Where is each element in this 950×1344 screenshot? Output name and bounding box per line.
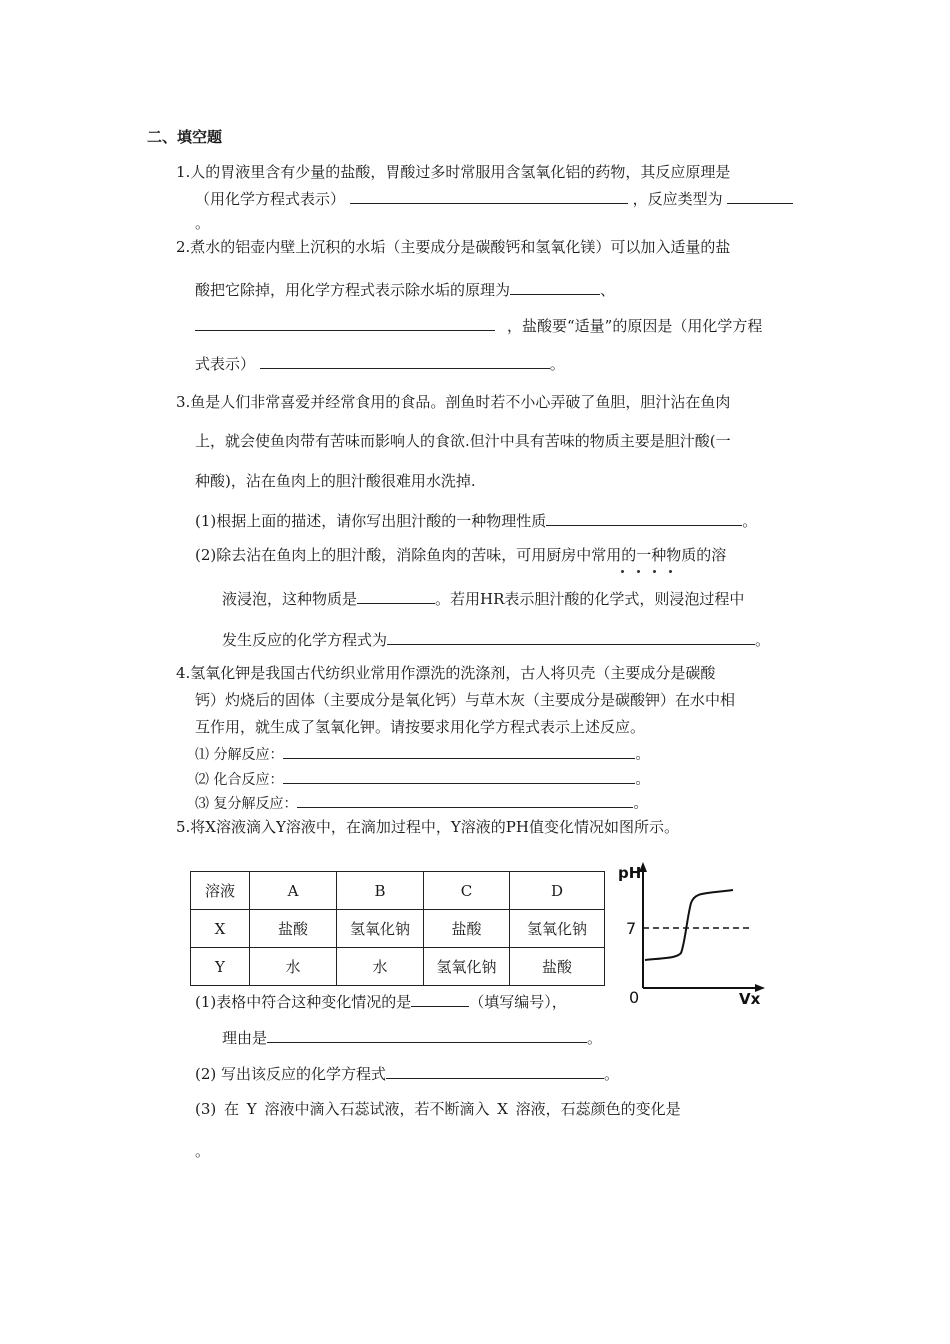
table-cell: 水 bbox=[250, 948, 337, 986]
table-cell: 氢氧化钠 bbox=[337, 910, 424, 948]
table-cell: 盐酸 bbox=[250, 910, 337, 948]
q2-line4 bbox=[195, 354, 565, 373]
q4-line1: 4.氢氧化钾是我国古代纺织业常用作漂洗的洗涤剂，古人将贝壳（主要成分是碳酸 bbox=[176, 664, 716, 682]
q1-line2-text: （用化学方程式表示） bbox=[195, 190, 346, 208]
q5-sub2-end: 。 bbox=[604, 1065, 620, 1083]
table-cell: 氢氧化钠 bbox=[510, 910, 605, 948]
q3-blank-property[interactable] bbox=[546, 511, 742, 526]
q3-sub2-line3-text: 发生反应的化学方程式为 bbox=[222, 631, 388, 649]
q3-blank-equation[interactable] bbox=[387, 630, 755, 645]
q4-sub3 bbox=[195, 793, 647, 813]
q4-sub3-end: 。 bbox=[633, 796, 648, 812]
q5-blank-answer[interactable] bbox=[411, 992, 469, 1007]
q5-blank-equation[interactable] bbox=[386, 1064, 604, 1079]
x-axis-label: Vx bbox=[739, 990, 761, 1006]
q3-sub2-line2 bbox=[222, 589, 744, 608]
table-cell: 氢氧化钠 bbox=[424, 948, 510, 986]
q4-blank-double-replacement[interactable] bbox=[297, 793, 633, 808]
q3-line3: 种酸)，沾在鱼肉上的胆汁酸很难用水洗掉. bbox=[195, 472, 476, 490]
q2-line2 bbox=[195, 280, 615, 299]
q4-sub1 bbox=[195, 744, 649, 764]
q3-sub2-line3 bbox=[222, 630, 770, 649]
q5-line1: 5.将X溶液滴入Y溶液中，在滴加过程中，Y溶液的PH值变化情况如图所示。 bbox=[176, 818, 679, 836]
q5-sub2 bbox=[195, 1064, 619, 1083]
q2-line3-text: ，盐酸要“适量”的原因是（用化学方程 bbox=[507, 317, 763, 335]
q4-sub1-label: ⑴ 分解反应： bbox=[195, 747, 284, 763]
q2-line2-text: 酸把它除掉，用化学方程式表示除水垢的原理为 bbox=[195, 281, 511, 299]
q2-line4-end: 。 bbox=[549, 355, 565, 373]
q2-line3 bbox=[195, 316, 762, 335]
table-header-cell: D bbox=[510, 872, 605, 910]
table-row bbox=[191, 948, 605, 986]
q5-sub1-reason bbox=[222, 1028, 602, 1047]
q4-line3: 互作用，就生成了氢氧化钾。请按要求用化学方程式表示上述反应。 bbox=[195, 718, 646, 736]
y-axis-label: pH bbox=[618, 864, 642, 882]
q5-blank-reason[interactable] bbox=[267, 1028, 587, 1043]
table-row bbox=[191, 910, 605, 948]
table-header-cell: B bbox=[337, 872, 424, 910]
q3-sub1-end: 。 bbox=[742, 512, 758, 530]
q1-line1: 1.人的胃液里含有少量的盐酸，胃酸过多时常服用含氢氧化铝的药物，其反应原理是 bbox=[176, 163, 731, 181]
table-header-cell: 溶液 bbox=[191, 872, 250, 910]
q1-line2-text2: ，反应类型为 bbox=[632, 190, 723, 208]
q4-sub2-end: 。 bbox=[635, 772, 650, 788]
q5-sub1-text2: （填写编号）， bbox=[469, 993, 567, 1011]
q4-blank-decomposition[interactable] bbox=[283, 744, 635, 759]
table-cell: 水 bbox=[337, 948, 424, 986]
q3-sub1-text: (1)根据上面的描述，请你写出胆汁酸的一种物理性质 bbox=[195, 512, 547, 530]
emphasis-dot bbox=[653, 570, 656, 573]
q3-line1: 3.鱼是人们非常喜爱并经常食用的食品。剖鱼时若不小心弄破了鱼胆，胆汁沾在鱼肉 bbox=[176, 393, 731, 411]
solution-table bbox=[190, 871, 605, 986]
q4-sub1-end: 。 bbox=[635, 747, 650, 763]
q2-blank-equation1[interactable] bbox=[510, 280, 600, 295]
emphasis-dot bbox=[621, 570, 624, 573]
q5-sub1-text: (1)表格中符合这种变化情况的是 bbox=[195, 993, 412, 1011]
q3-sub1 bbox=[195, 511, 757, 530]
q4-sub3-label: ⑶ 复分解反应： bbox=[195, 796, 298, 812]
q2-line2-sep: 、 bbox=[600, 281, 616, 299]
table-cell: Y bbox=[191, 948, 250, 986]
q2-blank-equation3[interactable] bbox=[260, 354, 550, 369]
q3-sub2-line1: (2)除去沾在鱼肉上的胆汁酸，消除鱼肉的苦味，可用厨房中常用的一种物质的溶 bbox=[195, 546, 727, 564]
table-header-cell: C bbox=[424, 872, 510, 910]
q3-blank-substance[interactable] bbox=[357, 589, 435, 604]
emphasis-dot bbox=[637, 570, 640, 573]
q3-line2: 上，就会使鱼肉带有苦味而影响人的食欲.但汁中具有苦味的物质主要是胆汁酸(一 bbox=[195, 432, 731, 450]
q3-sub2-line2-text: 液浸泡，这种物质是 bbox=[222, 590, 358, 608]
q4-sub2 bbox=[195, 769, 649, 789]
q2-line4-text: 式表示） bbox=[195, 355, 256, 373]
q1-blank-equation[interactable] bbox=[350, 189, 628, 204]
q5-sub2-text: (2) 写出该反应的化学方程式 bbox=[195, 1065, 387, 1083]
ph-curve-graph bbox=[615, 858, 765, 1006]
q4-sub2-label: ⑵ 化合反应： bbox=[195, 772, 284, 788]
q5-sub3: (3) 在 Y 溶液中滴入石蕊试液，若不断滴入 X 溶液，石蕊颜色的变化是 bbox=[195, 1100, 681, 1118]
section-title: 二、填空题 bbox=[147, 128, 223, 146]
q4-line2: 钙）灼烧后的固体（主要成分是氧化钙）与草木灰（主要成分是碳酸钾）在水中相 bbox=[195, 691, 736, 709]
table-cell: X bbox=[191, 910, 250, 948]
q2-blank-equation2[interactable] bbox=[195, 316, 495, 331]
q1-line3: 。 bbox=[195, 214, 211, 232]
q5-sub3-end: 。 bbox=[195, 1142, 211, 1160]
table-header-row bbox=[191, 872, 605, 910]
q5-sub1 bbox=[195, 992, 567, 1011]
q5-reason-end: 。 bbox=[587, 1029, 603, 1047]
q5-reason-text: 理由是 bbox=[222, 1029, 268, 1047]
q1-blank-reaction-type[interactable] bbox=[727, 189, 793, 204]
origin-label: 0 bbox=[629, 988, 640, 1006]
q2-line1: 2.煮水的铝壶内壁上沉积的水垢（主要成分是碳酸钙和氢氧化镁）可以加入适量的盐 bbox=[176, 238, 731, 256]
q1-line2 bbox=[195, 189, 793, 208]
ph7-label: 7 bbox=[626, 919, 637, 938]
ph-curve bbox=[645, 890, 733, 960]
q3-sub2-line3-end: 。 bbox=[755, 631, 771, 649]
table-header-cell: A bbox=[250, 872, 337, 910]
emphasis-dot bbox=[669, 570, 672, 573]
table-cell: 盐酸 bbox=[510, 948, 605, 986]
q4-blank-combination[interactable] bbox=[283, 769, 635, 784]
table-cell: 盐酸 bbox=[424, 910, 510, 948]
q3-sub2-line2-text2: 。若用HR表示胆汁酸的化学式，则浸泡过程中 bbox=[435, 590, 745, 608]
